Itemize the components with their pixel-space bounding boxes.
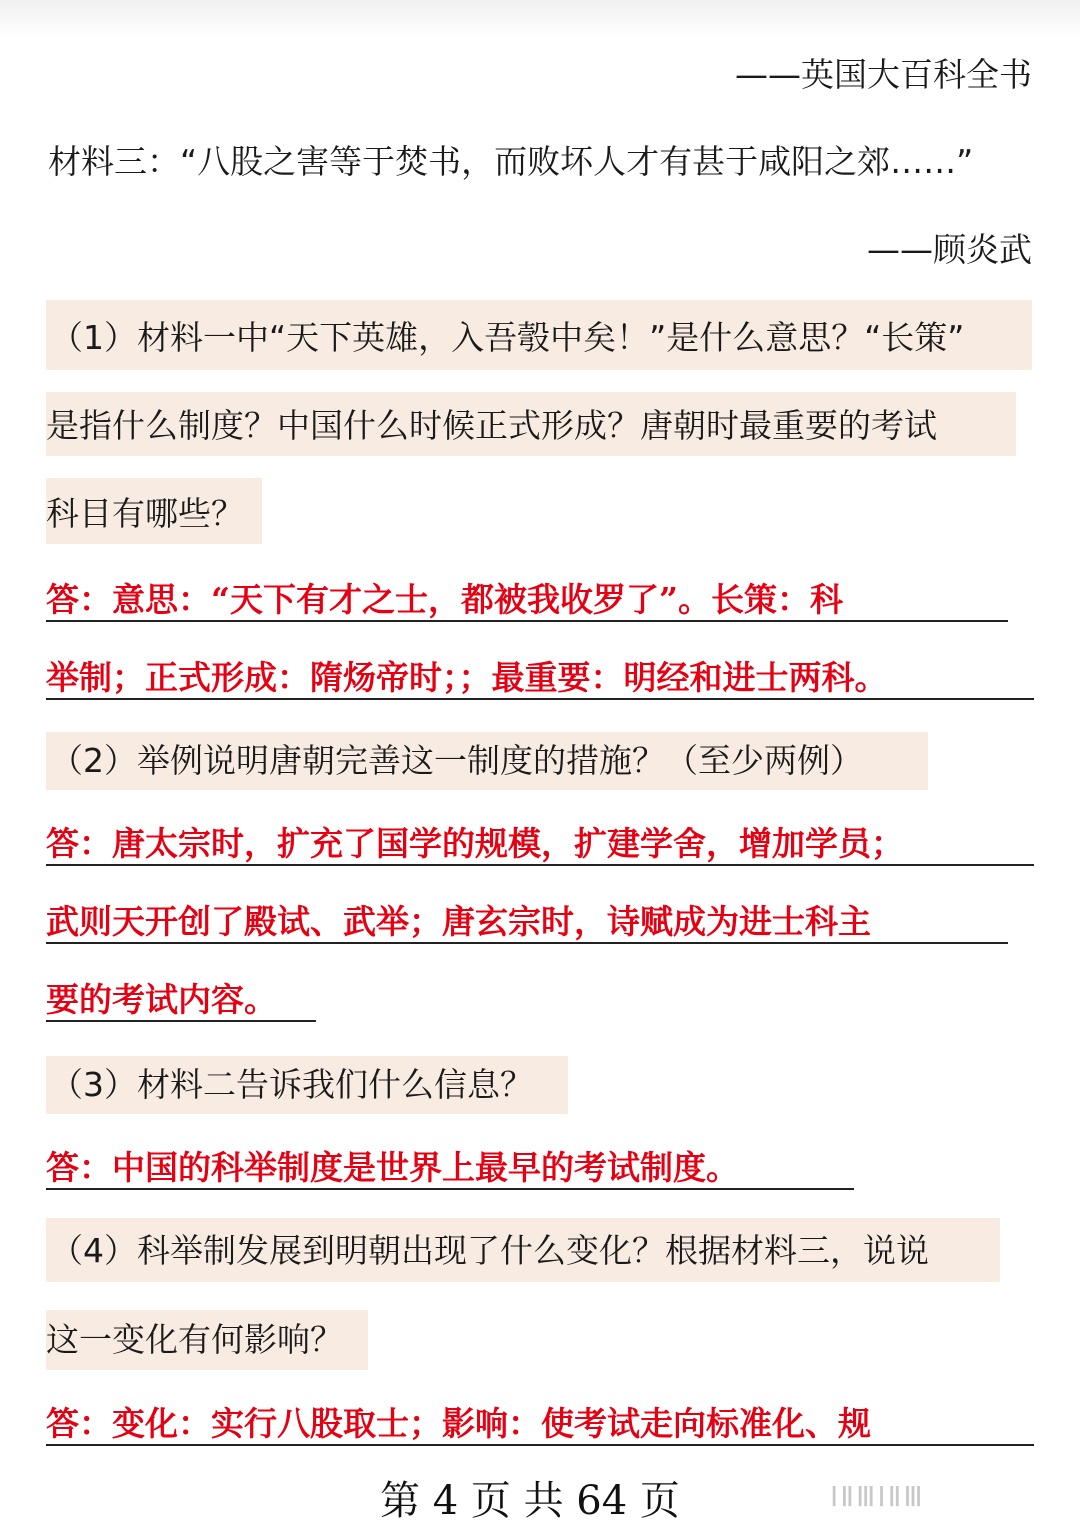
- question-1-line-2: 是指什么制度？中国什么时候正式形成？唐朝时最重要的考试: [46, 406, 937, 445]
- source-encyclopedia: ——英国大百科全书: [735, 55, 1032, 94]
- answer-2-line-1: 答：唐太宗时，扩充了国学的规模，扩建学舍，增加学员；: [46, 824, 904, 863]
- answer-2-underline-1: [46, 864, 1034, 866]
- answer-3-underline-1: [46, 1188, 854, 1190]
- question-4-line-1: （4）科举制发展到明朝出现了什么变化？根据材料三，说说: [50, 1231, 929, 1270]
- question-2-line-1: （2）举例说明唐朝完善这一制度的措施？（至少两例）: [50, 741, 863, 780]
- source-gu-yanwu: ——顾炎武: [867, 230, 1032, 269]
- page-top-shadow: [0, 0, 1080, 40]
- question-4-line-2: 这一变化有何影响？: [46, 1320, 343, 1359]
- answer-3-line-1: 答：中国的科举制度是世界上最早的考试制度。: [46, 1148, 739, 1187]
- answer-2-underline-3: [46, 1020, 316, 1022]
- question-1-line-3: 科目有哪些？: [46, 494, 244, 533]
- answer-2-underline-2: [46, 942, 1008, 944]
- watermark-logo: ⅠⅡⅢⅠⅡⅢ: [830, 1480, 925, 1513]
- answer-1-underline-2: [46, 698, 1034, 700]
- page-number: 第 4 页 共 64 页: [380, 1478, 680, 1524]
- answer-1-underline-1: [46, 620, 1008, 622]
- answer-2-line-2: 武则天开创了殿试、武举；唐玄宗时，诗赋成为进士科主: [46, 902, 871, 941]
- answer-2-line-3: 要的考试内容。: [46, 980, 277, 1019]
- answer-4-line-1: 答：变化：实行八股取士；影响：使考试走向标准化、规: [46, 1404, 871, 1443]
- answer-1-line-1: 答：意思：“天下有才之士，都被我收罗了”。长策：科: [46, 580, 843, 619]
- question-1-line-1: （1）材料一中“天下英雄，入吾彀中矣！”是什么意思？“长策”: [50, 318, 965, 357]
- material-three-text: 材料三：“八股之害等于焚书，而败坏人才有甚于咸阳之郊……”: [48, 142, 974, 181]
- question-3-line-1: （3）材料二告诉我们什么信息？: [50, 1065, 533, 1104]
- answer-1-line-2: 举制；正式形成：隋炀帝时；；最重要：明经和进士两科。: [46, 658, 888, 697]
- answer-4-underline-1: [46, 1444, 1034, 1446]
